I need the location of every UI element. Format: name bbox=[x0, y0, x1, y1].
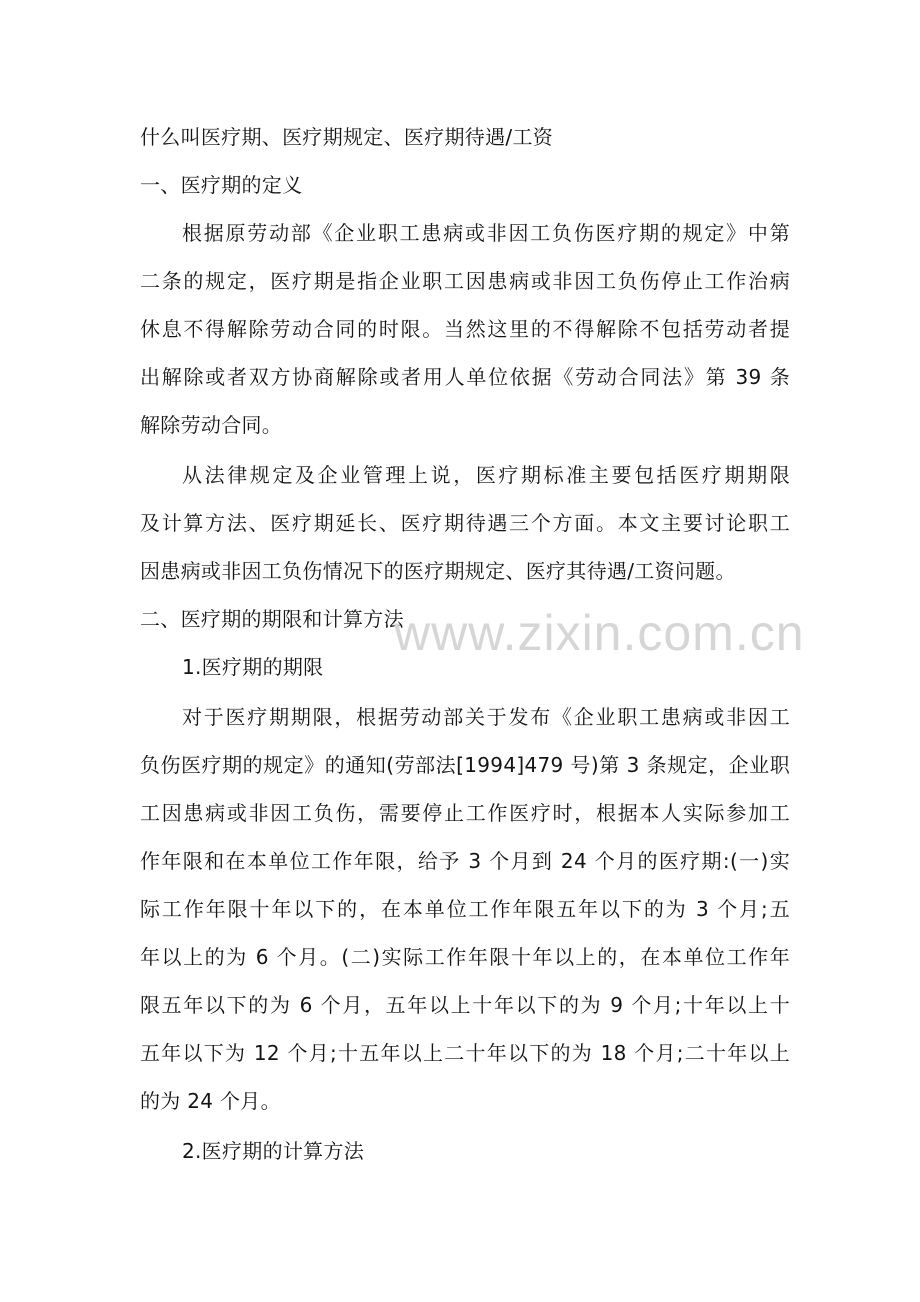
section-heading-2: 二、医疗期的期限和计算方法 bbox=[140, 607, 404, 631]
paragraph-1-line-1: 根据原劳动部《企业职工患病或非因工负伤医疗期的规定》中第 bbox=[182, 221, 790, 245]
subheading-2: 2.医疗期的计算方法 bbox=[182, 1139, 365, 1163]
subheading-1: 1.医疗期的期限 bbox=[182, 655, 324, 679]
paragraph-3-line-7: 限五年以下的为 6 个月，五年以上十年以下的为 9 个月;十年以上十 bbox=[140, 993, 790, 1017]
paragraph-2-line-3: 因患病或非因工负伤情况下的医疗期规定、医疗其待遇/工资问题。 bbox=[140, 559, 736, 583]
paragraph-3-line-1: 对于医疗期期限，根据劳动部关于发布《企业职工患病或非因工 bbox=[182, 705, 790, 729]
paragraph-3-line-8: 五年以下为 12 个月;十五年以上二十年以下的为 18 个月;二十年以上 bbox=[140, 1041, 790, 1065]
paragraph-2-line-2: 及计算方法、医疗期延长、医疗期待遇三个方面。本文主要讨论职工 bbox=[140, 511, 790, 535]
paragraph-3-line-5: 际工作年限十年以下的，在本单位工作年限五年以下的为 3 个月;五 bbox=[140, 897, 790, 921]
section-heading-1: 一、医疗期的定义 bbox=[140, 173, 303, 197]
paragraph-1-line-2: 二条的规定，医疗期是指企业职工因患病或非因工负伤停止工作治病 bbox=[140, 269, 790, 293]
paragraph-3-line-2: 负伤医疗期的规定》的通知(劳部法[1994]479 号)第 3 条规定，企业职 bbox=[140, 753, 790, 777]
paragraph-3-line-3: 工因患病或非因工负伤，需要停止工作医疗时，根据本人实际参加工 bbox=[140, 801, 790, 825]
paragraph-3-line-6: 年以上的为 6 个月。(二)实际工作年限十年以上的，在本单位工作年 bbox=[140, 945, 790, 969]
paragraph-3-line-9: 的为 24 个月。 bbox=[140, 1089, 281, 1113]
watermark: www.zixin.com.cn bbox=[394, 605, 805, 661]
paragraph-3-line-4: 作年限和在本单位工作年限，给予 3 个月到 24 个月的医疗期:(一)实 bbox=[140, 849, 790, 873]
paragraph-1-line-4: 出解除或者双方协商解除或者用人单位依据《劳动合同法》第 39 条 bbox=[140, 365, 790, 389]
paragraph-1-line-5: 解除劳动合同。 bbox=[140, 413, 283, 437]
paragraph-2-line-1: 从法律规定及企业管理上说，医疗期标准主要包括医疗期期限 bbox=[182, 463, 790, 487]
paragraph-1-line-3: 休息不得解除劳动合同的时限。当然这里的不得解除不包括劳动者提 bbox=[140, 317, 790, 341]
document-title: 什么叫医疗期、医疗期规定、医疗期待遇/工资 bbox=[140, 125, 554, 149]
